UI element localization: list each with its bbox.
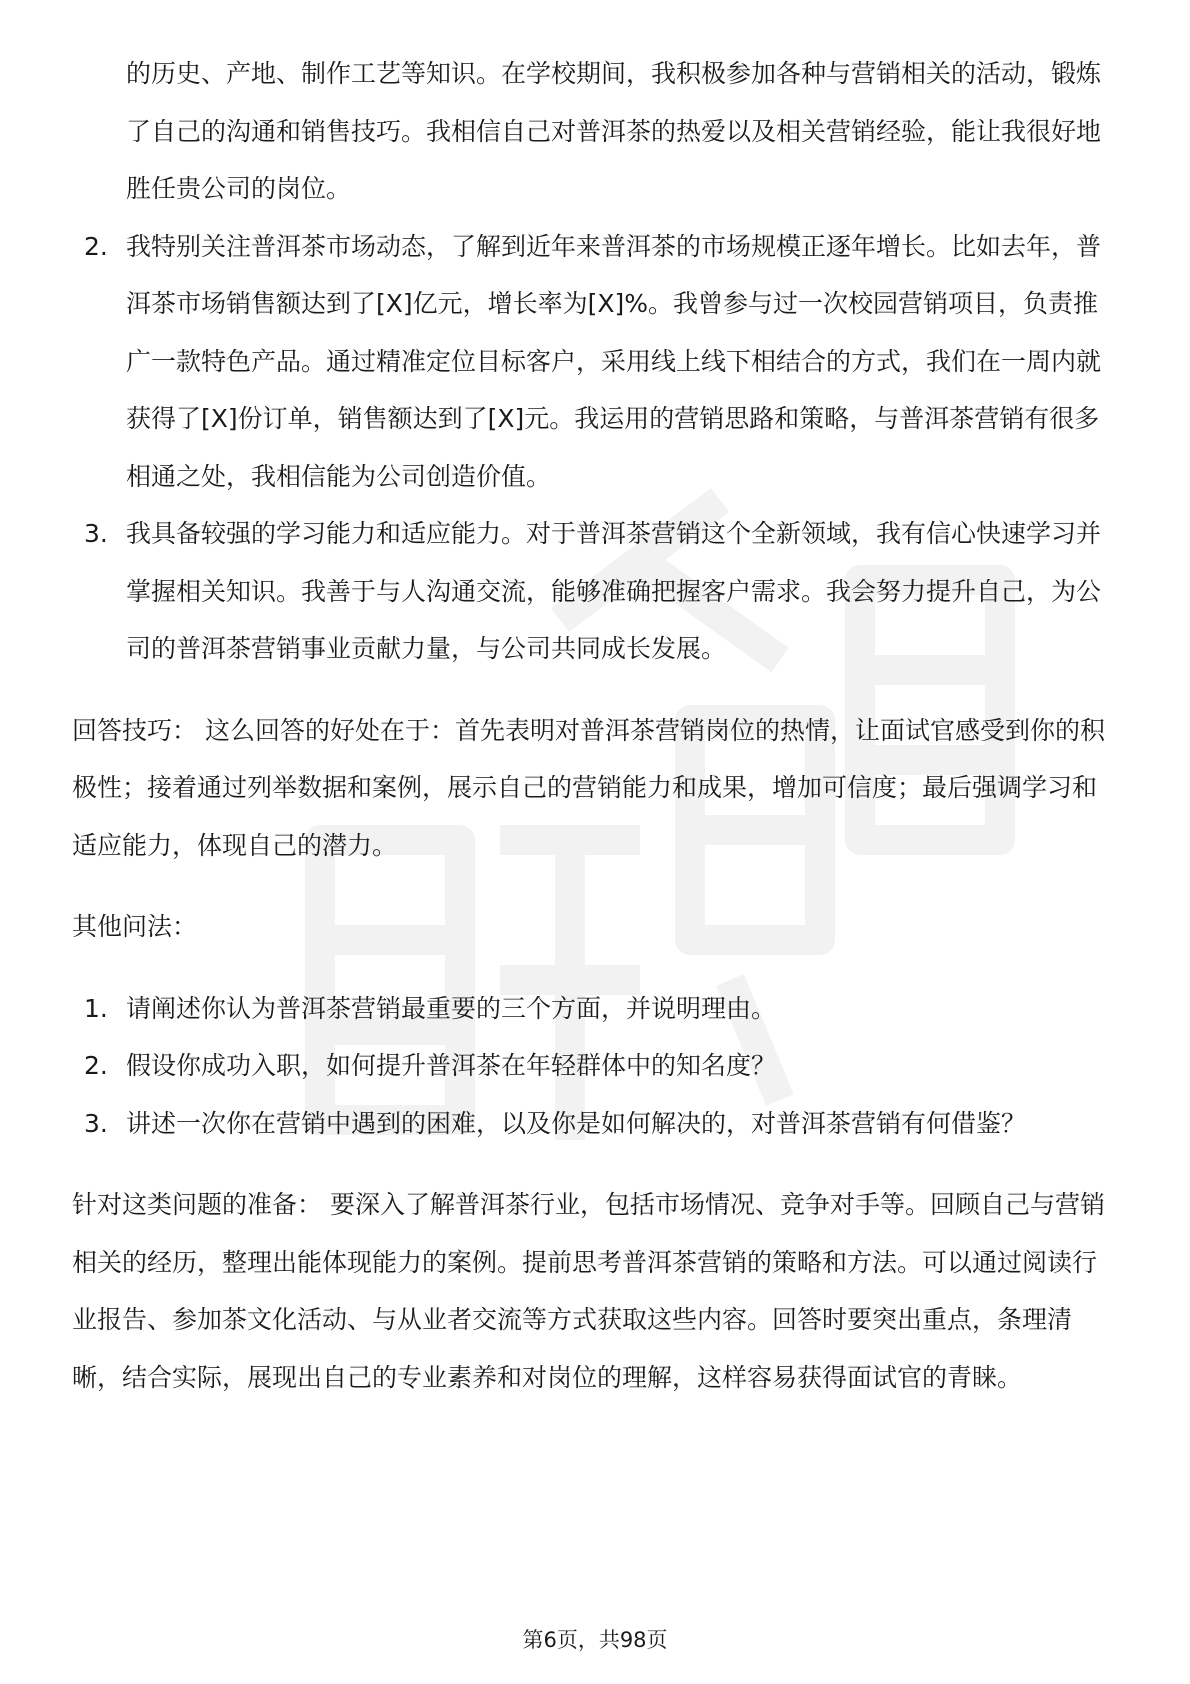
list-item-text: 我具备较强的学习能力和适应能力。对于普洱茶营销这个全新领域，我有信心快速学习并掌握相关知识。我善于与人沟通交流，能够准确把握客户需求。我会努力提升自己，为公司的普洱茶营销事业贡献力量，与公司共同成长发展。 — [126, 519, 1102, 663]
list-item-text: 我特别关注普洱茶市场动态，了解到近年来普洱茶的市场规模正逐年增长。比如去年，普洱茶市场销售额达到了[X]亿元，增长率为[X]%。我曾参与过一次校园营销项目，负责推广一款特色产品。通过精准定位目标客户，采用线上线下相结合的方式，我们在一周内就获得了[X]份订单，销售额达到了[X]元。我运用的营销思路和策略，与普洱茶营销有很多相通之处，我相信能为公司创造价值。 — [126, 231, 1102, 491]
list-item-number: 2. — [84, 231, 108, 261]
page-content — [72, 45, 1118, 1406]
list-item-number: 3. — [84, 1108, 108, 1138]
list-item-number: 1. — [84, 993, 108, 1023]
list-item-number: 3. — [84, 519, 108, 548]
other-questions-heading: 其他问法： — [72, 912, 198, 941]
list-item-text: 讲述一次你在营销中遇到的困难，以及你是如何解决的，对普洱茶营销有何借鉴？ — [126, 1108, 1027, 1138]
list-item-number: 2. — [84, 1051, 108, 1080]
other-questions-list — [72, 980, 1118, 1153]
list-item-text: 请阐述你认为普洱茶营销最重要的三个方面，并说明理由。 — [126, 993, 777, 1023]
list-item — [72, 1095, 1118, 1153]
list-item-continuation — [72, 45, 1118, 218]
list-item — [72, 1037, 1118, 1095]
list-item — [72, 980, 1118, 1038]
list-item-text: 假设你成功入职，如何提升普洱茶在年轻群体中的知名度？ — [126, 1051, 777, 1080]
answer-tips-paragraph: 回答技巧： 这么回答的好处在于：首先表明对普洱茶营销岗位的热情，让面试官感受到你的积极性；接着通过列举数据和案例，展示自己的营销能力和成果，增加可信度；最后强调学习和适应能力，体现自己的潜力。 — [72, 715, 1105, 860]
list-item — [72, 505, 1118, 678]
list-item — [72, 218, 1118, 506]
list-item-text: 的历史、产地、制作工艺等知识。在学校期间，我积极参加各种与营销相关的活动，锻炼了自己的沟通和销售技巧。我相信自己对普洱茶的热爱以及相关营销经验，能让我很好地胜任贵公司的岗位。 — [126, 59, 1102, 203]
page-footer: 第6页，共98页 — [522, 1628, 668, 1652]
answer-list — [72, 45, 1118, 678]
preparation-paragraph: 针对这类问题的准备： 要深入了解普洱茶行业，包括市场情况、竞争对手等。回顾自己与营销相关的经历，整理出能体现能力的案例。提前思考普洱茶营销的策略和方法。可以通过阅读行业报告、参加茶文化活动、与从业者交流等方式获取这些内容。回答时要突出重点，条理清晰，结合实际，展现出自己的专业素养和对岗位的理解，这样容易获得面试官的青睐。 — [72, 1190, 1105, 1392]
